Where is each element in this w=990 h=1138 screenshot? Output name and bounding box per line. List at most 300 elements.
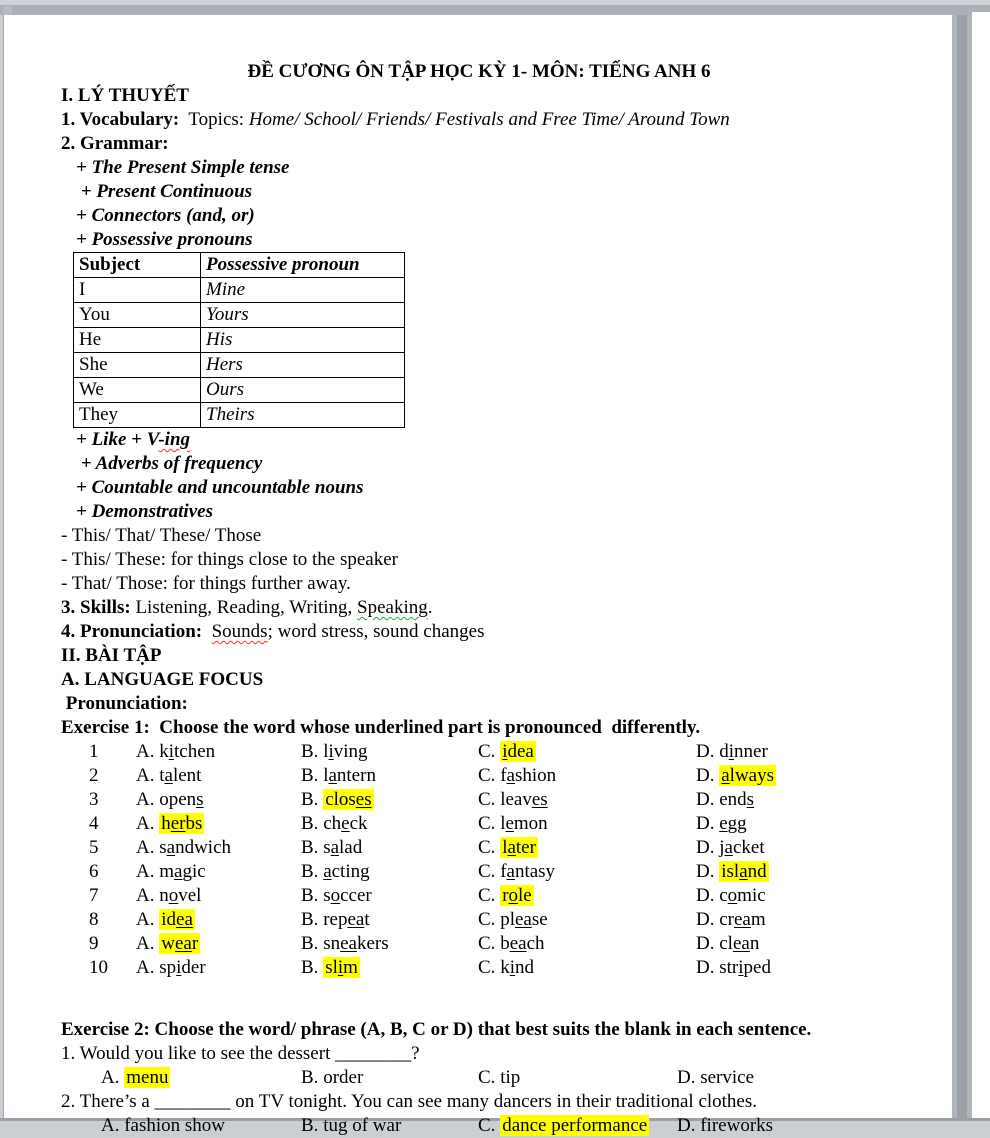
window-top-band bbox=[0, 5, 990, 15]
text-run: k bbox=[159, 741, 169, 762]
exercise1-option: A. wear bbox=[136, 933, 199, 954]
exercise1-option: C. fantasy bbox=[478, 861, 556, 882]
page-gutter bbox=[952, 15, 972, 1118]
text-run: i bbox=[337, 957, 344, 978]
exercise1-option: D. island bbox=[696, 861, 767, 882]
option-word bbox=[500, 789, 547, 810]
text-run: shion bbox=[514, 765, 557, 786]
highlighted-answer bbox=[159, 933, 200, 954]
option-word bbox=[500, 765, 556, 786]
option-word bbox=[323, 933, 388, 954]
text-run: a bbox=[721, 765, 730, 786]
pronoun-table-header-subject: Subject bbox=[74, 253, 201, 278]
grammar-item bbox=[61, 428, 921, 452]
text-run: m bbox=[343, 957, 358, 978]
option-word bbox=[323, 837, 362, 858]
exercise2-option: D. service bbox=[677, 1067, 755, 1088]
highlighted-answer bbox=[500, 741, 536, 762]
exercise1-option: C. leaves bbox=[478, 789, 548, 810]
skills-text bbox=[131, 597, 433, 618]
exercise1-option: B. acting bbox=[301, 861, 370, 882]
text-run: isl bbox=[721, 861, 740, 882]
exercise1-option: D. always bbox=[696, 765, 774, 786]
text-run: f bbox=[500, 765, 507, 786]
window-top-band-tab bbox=[3, 6, 12, 15]
option-word bbox=[719, 789, 754, 810]
text-run: gg bbox=[727, 813, 747, 834]
text-run: lent bbox=[172, 765, 202, 786]
text-run: dea bbox=[507, 741, 534, 762]
exercise1-row bbox=[89, 788, 921, 812]
text-run: cting bbox=[331, 861, 370, 882]
pronoun-table-row bbox=[74, 353, 405, 378]
text-run: i bbox=[509, 957, 515, 978]
text-run: ea bbox=[347, 909, 365, 930]
text-run: a bbox=[506, 861, 515, 882]
text-run: ea bbox=[734, 909, 751, 930]
text-run: + Like + V bbox=[76, 429, 159, 450]
text-run: + Countable and uncountable nouns bbox=[76, 477, 364, 498]
exercise1-option: C. please bbox=[478, 909, 548, 930]
exercise1-row-number: 3 bbox=[89, 789, 99, 810]
exercise1-option: D. egg bbox=[696, 813, 747, 834]
highlighted-answer bbox=[500, 837, 538, 858]
grammar-heading: 2. Grammar: bbox=[61, 133, 169, 154]
exercise1-row bbox=[89, 764, 921, 788]
text-run: ea bbox=[176, 909, 193, 930]
option-word bbox=[159, 957, 205, 978]
text-run: id bbox=[161, 909, 177, 930]
exercise2-question-text: 1. Would you like to see the dessert ________? bbox=[61, 1043, 420, 1064]
exercise1-row bbox=[89, 812, 921, 836]
exercise1-row bbox=[89, 908, 921, 932]
exercise1-row bbox=[89, 740, 921, 764]
highlighted-answer bbox=[159, 909, 195, 930]
text-run: d bbox=[719, 741, 729, 762]
text-run: mon bbox=[513, 813, 548, 834]
highlighted-answer: dance performance bbox=[502, 1115, 648, 1136]
text-run: ch bbox=[323, 813, 342, 834]
exercise1-option: A. talent bbox=[136, 765, 202, 786]
pronoun-table-subject-cell: You bbox=[74, 303, 201, 328]
exercise1-option: A. herbs bbox=[136, 813, 203, 834]
text-run: ea bbox=[174, 933, 192, 954]
exercise1-row-number: 4 bbox=[89, 813, 99, 834]
pronoun-table-row bbox=[74, 303, 405, 328]
exercise1-row-number: 8 bbox=[89, 909, 99, 930]
option-word: fashion show bbox=[124, 1115, 226, 1136]
exercise1-row bbox=[89, 956, 921, 980]
exercise1-option: D. striped bbox=[696, 957, 771, 978]
text-run: ndwich bbox=[175, 837, 232, 858]
heading-exercises: II. BÀI TẬP bbox=[61, 645, 162, 666]
text-run: der bbox=[181, 957, 206, 978]
text-run: e bbox=[505, 813, 514, 834]
exercise1-rows bbox=[89, 740, 921, 980]
exercise1-row-number: 6 bbox=[89, 861, 99, 882]
exercise1-option: A. novel bbox=[136, 885, 202, 906]
grammar-item: + The Present Simple tense bbox=[76, 157, 290, 178]
exercise1-option: D. clean bbox=[696, 933, 760, 954]
text-run: ped bbox=[743, 957, 771, 978]
text-run: -ing bbox=[158, 429, 191, 450]
pronoun-table-header-possessive: Possessive pronoun bbox=[201, 253, 405, 278]
exercise2-questions bbox=[61, 1042, 921, 1138]
option-word bbox=[159, 765, 201, 786]
text-run bbox=[202, 621, 212, 642]
text-run: se bbox=[531, 909, 548, 930]
pronunciation-line bbox=[61, 620, 921, 644]
text-run: pl bbox=[500, 909, 515, 930]
text-run: gic bbox=[182, 861, 206, 882]
text-run: s bbox=[746, 789, 755, 810]
exercise1-option: B. repeat bbox=[301, 909, 370, 930]
text-run: w bbox=[161, 933, 175, 954]
exercise1-row-number: 1 bbox=[89, 741, 99, 762]
option-word: order bbox=[323, 1067, 364, 1088]
pronoun-table-subject-cell: They bbox=[74, 403, 201, 428]
text-run: i bbox=[328, 741, 334, 762]
text-run: a bbox=[328, 765, 337, 786]
text-run: f bbox=[500, 861, 507, 882]
exercise2-options-row bbox=[101, 1066, 921, 1090]
option-word bbox=[719, 885, 765, 906]
exercise1-option: A. idea bbox=[136, 909, 193, 930]
option-word bbox=[323, 813, 367, 834]
option-word bbox=[719, 933, 759, 954]
text-run: a bbox=[506, 765, 515, 786]
document-page bbox=[3, 15, 952, 1136]
text-run: end bbox=[719, 789, 747, 810]
exercise1-row-number: 10 bbox=[89, 957, 108, 978]
text-run: rep bbox=[323, 909, 348, 930]
text-run: cr bbox=[719, 909, 734, 930]
text-run: a bbox=[323, 861, 332, 882]
exercise1-row-number: 2 bbox=[89, 765, 99, 786]
highlighted-answer bbox=[719, 765, 776, 786]
text-run: ntasy bbox=[514, 861, 556, 882]
option-word: fireworks bbox=[700, 1115, 774, 1136]
text-run: a bbox=[166, 837, 176, 858]
text-run: r bbox=[502, 885, 509, 906]
highlighted-answer bbox=[159, 813, 204, 834]
text-run: es bbox=[531, 789, 548, 810]
text-run: le bbox=[518, 885, 532, 906]
text-run: ch bbox=[526, 933, 545, 954]
exercise1-option: D. dinner bbox=[696, 741, 768, 762]
exercise1-row bbox=[89, 932, 921, 956]
text-run: s bbox=[196, 789, 204, 810]
demonstrative-notes bbox=[61, 524, 921, 596]
option-word: service bbox=[700, 1067, 755, 1088]
exercise2-option: B. order bbox=[301, 1067, 364, 1088]
exercise1-option: B. closes bbox=[301, 789, 372, 810]
text-run: a bbox=[174, 861, 183, 882]
exercise1-option: B. sneakers bbox=[301, 933, 389, 954]
next-page-edge bbox=[972, 12, 990, 1118]
exercise2-option: A. fashion show bbox=[101, 1115, 226, 1136]
exercise1-option: A. opens bbox=[136, 789, 204, 810]
text-run: ving bbox=[333, 741, 368, 762]
text-run: bs bbox=[185, 813, 203, 834]
text-run: ea bbox=[340, 933, 357, 954]
option-word bbox=[500, 909, 547, 930]
text-run: e bbox=[719, 813, 728, 834]
text-run: ea bbox=[732, 933, 750, 954]
pronoun-table-possessive-cell: Yours bbox=[201, 303, 405, 328]
text-run: a bbox=[507, 837, 516, 858]
text-run: i bbox=[728, 741, 735, 762]
option-word bbox=[500, 861, 555, 882]
exercise2-heading: Exercise 2: Choose the word/ phrase (A, B, C or D) that best suits the blank in each sentence. bbox=[61, 1019, 812, 1040]
exercise1-option: A. magic bbox=[136, 861, 206, 882]
skills-label: 3. Skills: bbox=[61, 597, 131, 618]
exercise1-option: D. jacket bbox=[696, 837, 765, 858]
text-run: ck bbox=[349, 813, 368, 834]
grammar-item: + Possessive pronouns bbox=[76, 229, 253, 250]
option-word: tip bbox=[500, 1067, 521, 1088]
text-run: l bbox=[323, 741, 329, 762]
pronoun-table-row bbox=[74, 278, 405, 303]
demonstrative-note: - This/ These: for things close to the speaker bbox=[61, 549, 398, 570]
grammar-item: + Connectors (and, or) bbox=[76, 205, 255, 226]
exercise1-option: D. cream bbox=[696, 909, 766, 930]
pronoun-table-row bbox=[74, 403, 405, 428]
pronoun-table-possessive-cell: His bbox=[201, 328, 405, 353]
highlighted-answer bbox=[500, 885, 534, 906]
exercise1-option: C. fashion bbox=[478, 765, 557, 786]
text-run: open bbox=[159, 789, 197, 810]
heading-theory: I. LÝ THUYẾT bbox=[61, 85, 189, 106]
exercise1-option: B. salad bbox=[301, 837, 363, 858]
vocabulary-line bbox=[61, 108, 921, 132]
text-run: m bbox=[159, 861, 175, 882]
exercise1-option: C. role bbox=[478, 885, 532, 906]
option-word bbox=[323, 765, 376, 786]
exercise1-row bbox=[89, 884, 921, 908]
text-run: nd bbox=[514, 957, 534, 978]
grammar-item bbox=[61, 476, 921, 500]
text-run: j bbox=[719, 837, 725, 858]
text-run: ; word stress, sound changes bbox=[267, 621, 485, 642]
pronoun-table-subject-cell: He bbox=[74, 328, 201, 353]
pronoun-table-possessive-cell: Mine bbox=[201, 278, 405, 303]
text-run: clos bbox=[325, 789, 356, 810]
grammar-item bbox=[61, 500, 921, 524]
text-run: b bbox=[500, 933, 510, 954]
option-word bbox=[719, 909, 765, 930]
text-run: n bbox=[159, 885, 169, 906]
text-run: e bbox=[341, 813, 350, 834]
text-run: c bbox=[719, 885, 728, 906]
highlighted-answer bbox=[719, 861, 768, 882]
text-run: ntern bbox=[336, 765, 376, 786]
pronoun-table-subject-cell: I bbox=[74, 278, 201, 303]
text-run: ter bbox=[515, 837, 536, 858]
text-run: i bbox=[738, 957, 744, 978]
pronoun-table-row bbox=[74, 328, 405, 353]
text-run: s bbox=[323, 837, 331, 858]
text-run: leav bbox=[500, 789, 532, 810]
pronunciation-label: 4. Pronunciation: bbox=[61, 621, 203, 642]
exercise1-option: B. lantern bbox=[301, 765, 376, 786]
demonstrative-note: - This/ That/ These/ Those bbox=[61, 525, 262, 546]
exercise1-row-number: 9 bbox=[89, 933, 99, 954]
text-run: tchen bbox=[174, 741, 216, 762]
option-word bbox=[719, 957, 771, 978]
option-word bbox=[500, 933, 544, 954]
text-run: lad bbox=[339, 837, 363, 858]
pronoun-table bbox=[73, 252, 405, 428]
text-run: o bbox=[508, 885, 519, 906]
exercise2-option: A. menu bbox=[101, 1067, 169, 1088]
text-run: s bbox=[159, 837, 167, 858]
pronoun-table-possessive-cell: Hers bbox=[201, 353, 405, 378]
pronoun-table-row bbox=[74, 378, 405, 403]
text-run: cket bbox=[732, 837, 765, 858]
exercise1-option: D. ends bbox=[696, 789, 755, 810]
text-run: i bbox=[168, 741, 175, 762]
text-run: sl bbox=[325, 957, 338, 978]
text-run: vel bbox=[178, 885, 202, 906]
exercise1-option: B. soccer bbox=[301, 885, 372, 906]
option-word bbox=[500, 813, 548, 834]
vocabulary-topics: Home/ School/ Friends/ Festivals and Free Time/ Around Town bbox=[248, 109, 730, 130]
text-run: . bbox=[427, 597, 433, 618]
exercise1-row-number: 5 bbox=[89, 837, 99, 858]
text-run: i bbox=[176, 957, 182, 978]
text-run: m bbox=[750, 909, 766, 930]
heading-language-focus: A. LANGUAGE FOCUS bbox=[61, 669, 264, 690]
text-run: n bbox=[749, 933, 760, 954]
exercise1-option: C. idea bbox=[478, 741, 534, 762]
exercise1-row bbox=[89, 860, 921, 884]
text-run: Sounds bbox=[211, 621, 268, 642]
text-run: l bbox=[323, 765, 329, 786]
text-run: Listening, Reading, Writing, bbox=[130, 597, 358, 618]
exercise1-option: A. spider bbox=[136, 957, 206, 978]
text-run: + Adverbs of frequency bbox=[76, 453, 263, 474]
text-run: a bbox=[330, 837, 340, 858]
pronoun-table-possessive-cell: Theirs bbox=[201, 403, 405, 428]
text-run: o bbox=[727, 885, 738, 906]
option-word: tug of war bbox=[323, 1115, 402, 1136]
text-run: ea bbox=[514, 909, 532, 930]
exercise1-option: C. kind bbox=[478, 957, 534, 978]
text-run: h bbox=[161, 813, 171, 834]
grammar-points-before-table bbox=[61, 156, 921, 252]
option-word bbox=[719, 741, 768, 762]
grammar-points-after-table bbox=[61, 428, 921, 524]
exercise1-option: B. living bbox=[301, 741, 368, 762]
text-run: cl bbox=[719, 933, 733, 954]
option-word bbox=[323, 861, 369, 882]
option-word bbox=[159, 861, 205, 882]
text-run: a bbox=[164, 765, 173, 786]
vocabulary-label: 1. Vocabulary: bbox=[61, 109, 180, 130]
grammar-item bbox=[61, 452, 921, 476]
exercise2-option: D. fireworks bbox=[677, 1115, 774, 1136]
exercise1-option: C. later bbox=[478, 837, 536, 858]
text-run: t bbox=[364, 909, 370, 930]
option-word bbox=[719, 813, 746, 834]
exercise1-option: D. comic bbox=[696, 885, 766, 906]
exercise1-option: B. check bbox=[301, 813, 368, 834]
demonstrative-note: - That/ Those: for things further away. bbox=[61, 573, 351, 594]
option-word bbox=[159, 741, 215, 762]
exercise1-heading: Exercise 1: Choose the word whose underlined part is pronounced differently. bbox=[61, 717, 701, 738]
exercise1-option: A. sandwich bbox=[136, 837, 232, 858]
exercise2-question-text: 2. There’s a ________ on TV tonight. You can see many dancers in their traditional clothes. bbox=[61, 1091, 758, 1112]
text-run: r bbox=[191, 933, 199, 954]
option-word bbox=[159, 885, 201, 906]
exercise1-row bbox=[89, 836, 921, 860]
text-run: mic bbox=[737, 885, 766, 906]
option-word bbox=[159, 837, 231, 858]
text-run: k bbox=[500, 957, 510, 978]
pronoun-table-subject-cell: She bbox=[74, 353, 201, 378]
text-run: er bbox=[170, 813, 186, 834]
text-run: l bbox=[502, 837, 508, 858]
skills-line bbox=[61, 596, 921, 620]
pronoun-table-header-row bbox=[74, 253, 405, 278]
text-run: sn bbox=[323, 933, 341, 954]
pronoun-table-possessive-cell: Ours bbox=[201, 378, 405, 403]
text-run: kers bbox=[356, 933, 389, 954]
highlighted-answer bbox=[323, 789, 373, 810]
option-word bbox=[159, 789, 203, 810]
text-run: es bbox=[355, 789, 372, 810]
text-run: Speaking bbox=[357, 597, 428, 618]
exercise2-options-row bbox=[101, 1114, 921, 1138]
text-run: nner bbox=[734, 741, 768, 762]
document-title: ĐỀ CƯƠNG ÔN TẬP HỌC KỲ 1- MÔN: TIẾNG ANH 6 bbox=[247, 61, 711, 82]
option-word bbox=[323, 909, 369, 930]
exercise1-option: B. slim bbox=[301, 957, 358, 978]
grammar-item: + Present Continuous bbox=[76, 181, 253, 202]
text-run: sp bbox=[159, 957, 177, 978]
text-run: o bbox=[330, 885, 341, 906]
text-run: nd bbox=[747, 861, 767, 882]
heading-pronunciation-sub: Pronunciation: bbox=[61, 693, 188, 714]
text-run: lways bbox=[729, 765, 774, 786]
text-run: s bbox=[323, 885, 331, 906]
exercise1-option: C. lemon bbox=[478, 813, 548, 834]
text-run: ccer bbox=[340, 885, 372, 906]
option-word bbox=[323, 741, 367, 762]
pronunciation-text bbox=[202, 621, 484, 642]
text-run: o bbox=[168, 885, 179, 906]
exercise2-option: C. dance performance bbox=[478, 1115, 648, 1136]
text-run: i bbox=[502, 741, 508, 762]
option-word bbox=[500, 957, 534, 978]
pronoun-table-subject-cell: We bbox=[74, 378, 201, 403]
exercise1-option: A. kitchen bbox=[136, 741, 216, 762]
text-run: a bbox=[724, 837, 733, 858]
text-run: + Demonstratives bbox=[76, 501, 213, 522]
option-word bbox=[719, 837, 764, 858]
text-run: a bbox=[739, 861, 748, 882]
document-content bbox=[61, 60, 921, 1138]
highlighted-answer: menu bbox=[126, 1067, 169, 1088]
exercise2-option: C. tip bbox=[478, 1067, 521, 1088]
highlighted-answer bbox=[323, 957, 360, 978]
text-run: t bbox=[159, 765, 165, 786]
text-run: ea bbox=[509, 933, 527, 954]
exercise1-option: C. beach bbox=[478, 933, 545, 954]
text-run: str bbox=[719, 957, 739, 978]
option-word bbox=[323, 885, 372, 906]
